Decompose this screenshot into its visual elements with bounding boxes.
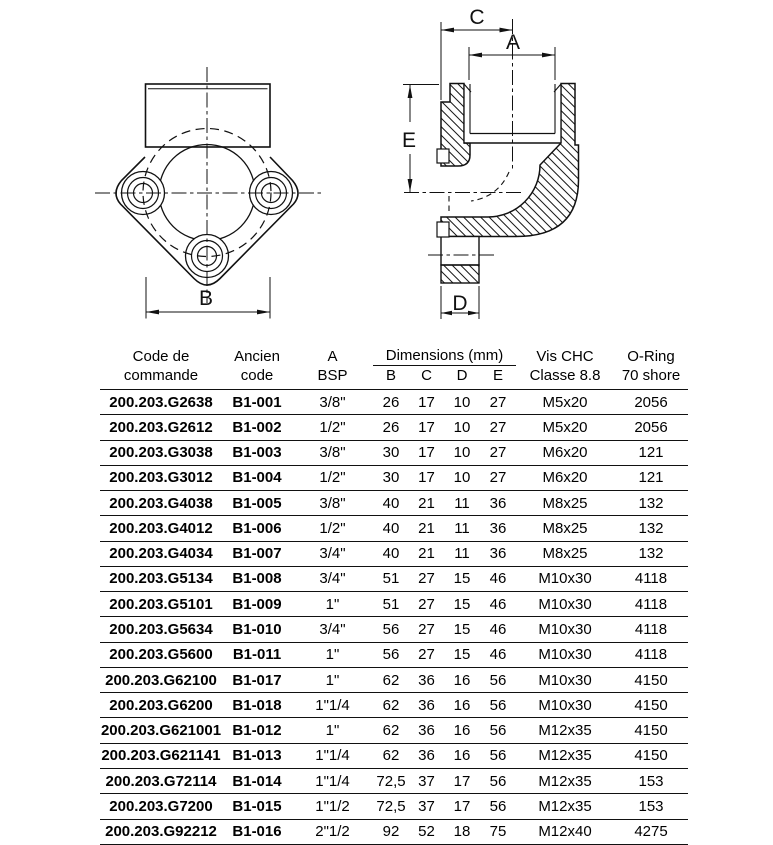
table-row [100,441,688,466]
cell-dim-c: 27 [418,570,435,588]
cell-screw: M8x25 [542,494,588,512]
cell-old-code: B1-001 [232,393,282,411]
header-oring: O-Ring 70 shore [621,348,681,384]
cell-dim-c: 17 [418,444,435,462]
cell-old-code: B1-015 [232,797,282,815]
cell-screw: M10x30 [538,570,592,588]
cell-dim-c: 37 [418,772,435,790]
cell-bsp-size: 1" [325,671,340,689]
cell-old-code: B1-002 [232,418,282,436]
cell-screw: M5x20 [542,418,588,436]
cell-oring: 132 [638,545,664,563]
dim-label-e: E [401,129,417,152]
cell-dim-c: 36 [418,722,435,740]
cell-dim-d: 10 [453,418,471,436]
cell-screw: M6x20 [542,444,588,462]
cell-dim-e: 46 [489,621,507,639]
cell-order-code: 200.203.G6200 [109,696,213,714]
section-view-drawing [402,6,579,319]
cell-oring: 4150 [634,747,668,765]
cell-dim-d: 11 [454,494,470,512]
cell-dim-b: 62 [382,696,400,714]
cell-screw: M10x30 [538,696,592,714]
cell-oring: 121 [638,444,664,462]
cell-old-code: B1-006 [232,519,282,537]
body-block [146,84,271,147]
cell-old-code: B1-003 [232,444,282,462]
cell-screw: M6x20 [542,469,588,487]
cell-screw: M10x30 [538,646,592,664]
front-view-drawing [95,67,321,319]
header-dimensions-title: Dimensions (mm) [373,347,516,366]
cell-dim-e: 46 [489,595,507,613]
cell-old-code: B1-016 [232,823,282,841]
cell-order-code: 200.203.G621141 [101,747,221,765]
cell-oring: 153 [638,772,664,790]
cell-dim-c: 36 [418,747,435,765]
cell-dim-d: 11 [454,545,470,563]
cell-order-code: 200.203.G5134 [109,570,213,588]
cell-dim-b: 72,5 [376,772,406,790]
cell-old-code: B1-005 [232,494,282,512]
cell-dim-e: 46 [489,570,507,588]
face-groove [437,222,449,237]
cell-screw: M8x25 [542,545,588,563]
cell-dim-d: 16 [453,747,471,765]
cell-dim-b: 72,5 [376,797,406,815]
cell-old-code: B1-009 [232,595,282,613]
cell-dim-b: 30 [382,469,400,487]
header-dim-b: B [385,367,396,384]
cell-old-code: B1-010 [232,621,282,639]
cell-order-code: 200.203.G62100 [105,671,217,689]
cell-bsp-size: 1" [325,595,340,613]
cell-order-code: 200.203.G72114 [105,772,217,790]
cell-screw: M5x20 [542,393,588,411]
cell-dim-d: 16 [453,722,471,740]
cell-dim-b: 51 [382,570,400,588]
cell-dim-c: 27 [418,595,435,613]
cell-old-code: B1-018 [232,696,282,714]
cell-oring: 4150 [634,671,668,689]
cell-dim-b: 40 [382,519,400,537]
cell-order-code: 200.203.G92212 [105,823,217,841]
cell-old-code: B1-008 [232,570,282,588]
cell-dim-b: 40 [382,545,400,563]
cell-bsp-size: 3/4" [319,545,346,563]
cell-oring: 4275 [634,823,668,841]
flange-plate-hole [441,237,479,266]
cell-screw: M12x40 [538,823,592,841]
cell-dim-e: 27 [489,444,507,462]
cell-old-code: B1-013 [232,747,282,765]
cell-order-code: 200.203.G2612 [109,418,213,436]
cell-order-code: 200.203.G5634 [109,621,213,639]
cell-dim-c: 36 [418,671,435,689]
table-row [100,592,688,617]
cell-dim-c: 52 [418,823,435,841]
cell-dim-d: 10 [453,393,471,411]
flange-plate-section [441,265,479,283]
cell-dim-e: 56 [489,747,507,765]
table-row [100,466,688,491]
cell-order-code: 200.203.G3012 [109,469,213,487]
cell-dim-e: 36 [489,519,507,537]
cell-dim-b: 92 [382,823,400,841]
cell-dim-e: 36 [489,545,507,563]
header-code: Code de commande [123,348,199,384]
cell-dim-e: 27 [489,469,507,487]
cell-dim-c: 37 [418,797,435,815]
table-row [100,415,688,440]
cell-oring: 2056 [634,393,668,411]
cell-dim-b: 40 [382,494,400,512]
cell-oring: 4150 [634,696,668,714]
technical-drawings [0,0,773,345]
dim-label-c: C [469,6,485,29]
cell-dim-e: 27 [489,418,507,436]
cell-dim-e: 46 [489,646,507,664]
header-bsp: A BSP [317,348,348,384]
cell-bsp-size: 3/8" [319,444,346,462]
cell-dim-e: 36 [489,494,507,512]
cell-dim-d: 18 [453,823,471,841]
cell-old-code: B1-011 [232,646,282,664]
hidden-lines [449,172,509,215]
cell-screw: M10x30 [538,671,592,689]
cell-bsp-size: 1" [325,646,340,664]
cell-order-code: 200.203.G7200 [109,797,213,815]
cell-bsp-size: 1"1/2 [315,797,350,815]
cell-screw: M10x30 [538,595,592,613]
cell-order-code: 200.203.G4038 [109,494,213,512]
table-row [100,769,688,794]
table-row [100,744,688,769]
cell-screw: M10x30 [538,621,592,639]
cell-dim-d: 15 [453,646,471,664]
cell-old-code: B1-007 [232,545,282,563]
cell-screw: M12x35 [538,797,592,815]
cell-dim-c: 17 [418,393,435,411]
cell-old-code: B1-014 [232,772,282,790]
cell-oring: 4118 [634,570,668,588]
cell-dim-e: 27 [489,393,507,411]
cell-bsp-size: 3/4" [319,570,346,588]
cell-screw: M12x35 [538,772,592,790]
dimension-table [100,345,688,845]
cell-dim-c: 17 [418,469,435,487]
cell-oring: 4118 [634,595,668,613]
table-row [100,516,688,541]
cell-bsp-size: 1/2" [319,469,346,487]
table-body [100,390,688,845]
cell-bsp-size: 1" [325,722,340,740]
header-screw: Vis CHC Classe 8.8 [529,348,601,384]
cell-dim-b: 56 [382,646,400,664]
cell-dim-b: 62 [382,747,400,765]
cell-bsp-size: 2"1/2 [315,823,350,841]
dim-label-b: B [198,287,214,310]
table-row [100,491,688,516]
cell-order-code: 200.203.G4012 [109,519,213,537]
cell-oring: 2056 [634,418,668,436]
cell-dim-b: 62 [382,671,400,689]
cell-bsp-size: 1/2" [319,519,346,537]
cell-dim-d: 16 [453,696,471,714]
cell-dim-c: 21 [418,545,435,563]
table-row [100,643,688,668]
cell-dim-e: 56 [489,722,507,740]
cell-dim-b: 51 [382,595,400,613]
cell-dim-d: 10 [453,444,471,462]
cell-old-code: B1-017 [232,671,282,689]
table-header [100,345,688,390]
cell-order-code: 200.203.G2638 [109,393,213,411]
dim-label-d: D [452,292,468,315]
cell-bsp-size: 3/8" [319,393,346,411]
cell-oring: 132 [638,519,664,537]
cell-screw: M12x35 [538,747,592,765]
cell-order-code: 200.203.G621001 [100,722,222,740]
table-row [100,693,688,718]
header-dimensions-subcolumns [373,366,516,386]
cell-screw: M12x35 [538,722,592,740]
cell-dim-e: 56 [489,772,507,790]
cell-screw: M8x25 [542,519,588,537]
cell-dim-d: 15 [453,570,471,588]
table-row [100,542,688,567]
cell-order-code: 200.203.G5101 [109,595,213,613]
cell-dim-d: 11 [454,519,470,537]
cell-bsp-size: 3/4" [319,621,346,639]
cell-old-code: B1-004 [232,469,282,487]
table-row [100,820,688,845]
cell-dim-d: 17 [453,797,471,815]
cell-oring: 153 [638,797,664,815]
cell-dim-e: 75 [489,823,507,841]
table-row [100,668,688,693]
cell-bsp-size: 1"1/4 [315,696,350,714]
cell-order-code: 200.203.G3038 [109,444,213,462]
cell-bsp-size: 1"1/4 [315,772,350,790]
cell-dim-d: 17 [453,772,471,790]
cell-dim-c: 36 [418,696,435,714]
cell-dim-b: 26 [382,418,400,436]
header-dim-c: C [421,367,432,384]
header-dim-e: E [492,367,503,384]
table-row [100,567,688,592]
cell-oring: 4118 [634,621,668,639]
cell-order-code: 200.203.G4034 [109,545,213,563]
cell-dim-b: 30 [382,444,400,462]
table-row [100,794,688,819]
cell-dim-d: 10 [453,469,471,487]
cell-dim-e: 56 [489,696,507,714]
cell-dim-b: 56 [382,621,400,639]
cell-dim-c: 21 [418,494,435,512]
dim-label-a: A [505,31,521,54]
cell-dim-d: 15 [453,595,471,613]
cell-dim-c: 17 [418,418,435,436]
header-dimensions-group [373,347,516,389]
cell-order-code: 200.203.G5600 [109,646,213,664]
cell-oring: 132 [638,494,664,512]
cell-old-code: B1-012 [232,722,282,740]
face-groove [437,149,449,163]
cell-dim-e: 56 [489,797,507,815]
cell-dim-d: 15 [453,621,471,639]
cell-dim-e: 56 [489,671,507,689]
cell-oring: 4118 [634,646,668,664]
header-dim-d: D [456,367,468,384]
cell-oring: 121 [638,469,664,487]
cell-dim-c: 27 [418,646,435,664]
cell-bsp-size: 1/2" [319,418,346,436]
cell-dim-b: 62 [382,722,400,740]
header-old-code: Ancien code [234,348,280,384]
cell-oring: 4150 [634,722,668,740]
cell-bsp-size: 1"1/4 [315,747,350,765]
cell-dim-d: 16 [453,671,471,689]
cell-dim-c: 21 [418,519,435,537]
table-row [100,390,688,415]
cell-bsp-size: 3/8" [319,494,346,512]
table-row [100,718,688,743]
cell-dim-c: 27 [418,621,435,639]
cell-dim-b: 26 [382,393,400,411]
table-row [100,617,688,642]
